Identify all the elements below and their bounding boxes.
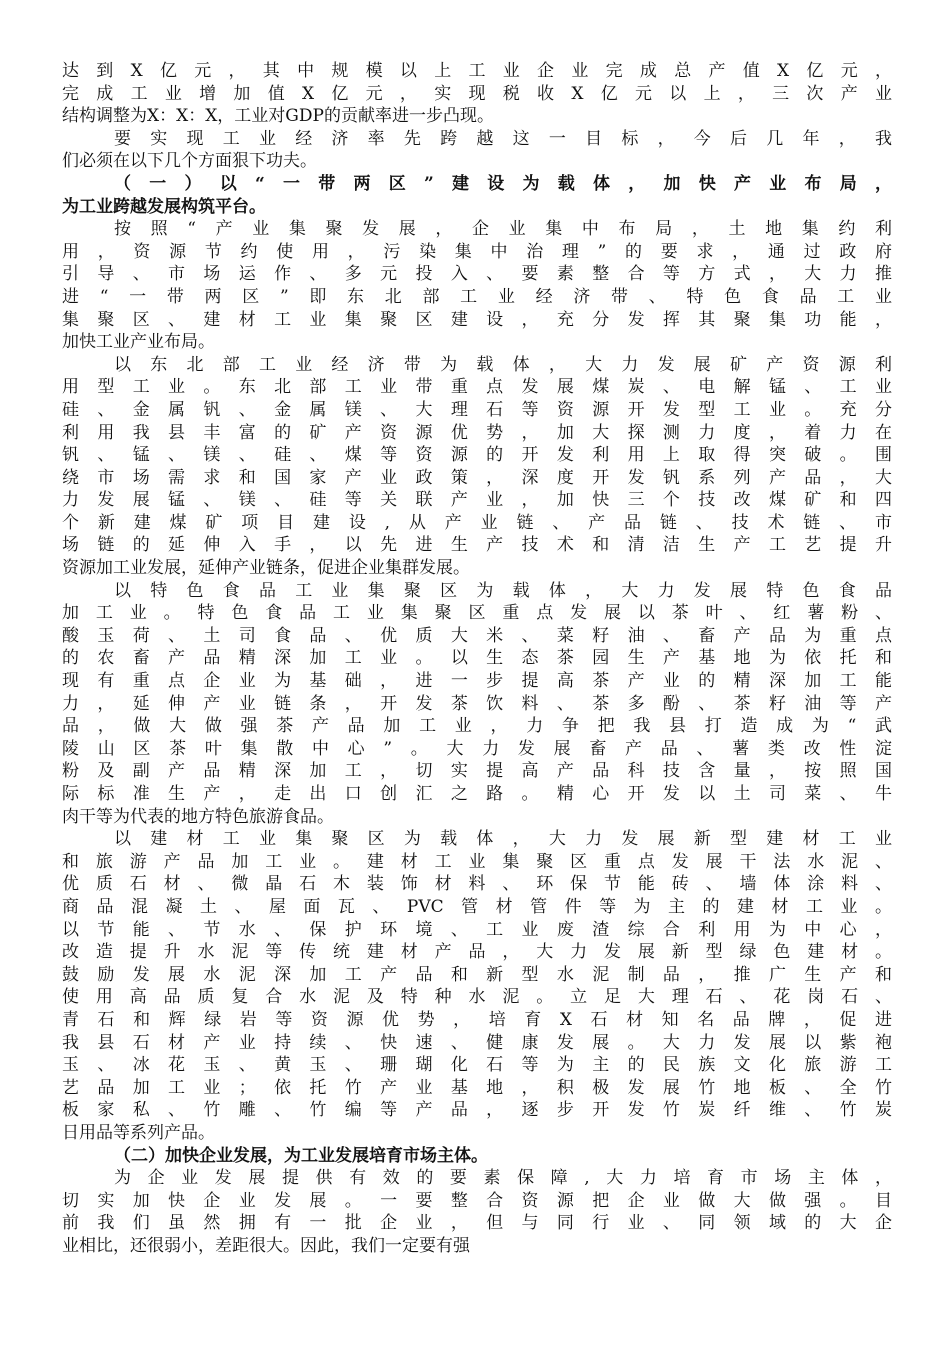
text-line: 玉、冰花玉、黄玉、珊瑚化石等为主的民族文化旅游工 bbox=[62, 1055, 892, 1076]
text-line: 以节能、节水、保护环境、工业废渣综合利用为中心， bbox=[62, 919, 892, 940]
text-line: 用型工业。东北部工业带重点发展煤炭、电解锰、工业 bbox=[62, 377, 892, 398]
text-line: 日用品等系列产品。 bbox=[62, 1122, 215, 1143]
text-line: 引导、市场运作、多元投入、要素整合等方式，大力推 bbox=[62, 264, 892, 285]
body-paragraph bbox=[62, 218, 892, 354]
text-line: 优质石材、微晶石木装饰材料、环保节能砖、墙体涂料、 bbox=[62, 874, 892, 895]
text-line: 以建材工业集聚区为载体，大力发展新型建材工业 bbox=[114, 829, 892, 850]
text-line: 粉及副产品精深加工，切实提高产品科技含量，按照国 bbox=[62, 761, 892, 782]
text-line: 绕市场需求和国家产业政策，深度开发钒系列产品，大 bbox=[62, 467, 892, 488]
text-line: 按照“产业集聚发展，企业集中布局，土地集约利 bbox=[114, 219, 892, 240]
text-line: 为企业发展提供有效的要素保障,大力培育市场主体， bbox=[114, 1168, 892, 1189]
text-line: 肉干等为代表的地方特色旅游食品。 bbox=[62, 806, 334, 827]
body-paragraph bbox=[62, 828, 892, 1144]
text-line: 青石和辉绿岩等资源优势，培育X石材知名品牌，促进 bbox=[62, 1009, 892, 1030]
text-line: 板家私、竹雕、竹编等产品，逐步开发竹炭纤维、竹炭 bbox=[62, 1100, 892, 1121]
text-line: 商品混凝土、屋面瓦、PVC管材管件等为主的建材工业。 bbox=[62, 896, 892, 917]
text-line: 资源加工业发展，延伸产业链条，促进企业集群发展。 bbox=[62, 558, 470, 579]
text-line: 个新建煤矿项目建设,从产业链、产品链、技术链、市 bbox=[62, 512, 892, 533]
body-paragraph bbox=[62, 60, 892, 128]
text-line: 们必须在以下几个方面狠下功夫。 bbox=[62, 151, 317, 172]
text-line: 完成工业增加值X亿元，实现税收X亿元以上，三次产业 bbox=[62, 83, 892, 104]
text-line: （一）以“一带两区”建设为载体，加快产业布局， bbox=[114, 173, 892, 194]
text-line: （二）加快企业发展，为工业发展培育市场主体。 bbox=[114, 1145, 488, 1166]
text-line: 际标准生产，走出口创汇之路。精心开发以土司菜、牛 bbox=[62, 784, 892, 804]
text-line: 力发展锰、镁、硅等关联产业，加快三个技改煤矿和四 bbox=[62, 490, 892, 511]
section-heading bbox=[62, 173, 892, 218]
text-line: 鼓励发展水泥深加工产品和新型水泥制品，推广生产和 bbox=[62, 964, 892, 985]
body-paragraph bbox=[62, 128, 892, 173]
text-line: 以特色食品工业集聚区为载体，大力发展特色食品 bbox=[114, 580, 892, 601]
text-line: 结构调整为X：X：X，工业对GDP的贡献率进一步凸现。 bbox=[62, 106, 494, 127]
text-line: 要实现工业经济率先跨越这一目标，今后几年，我 bbox=[114, 128, 892, 149]
text-line: 我县石材产业持续、快速、健康发展。大力发展以紫袍 bbox=[62, 1032, 892, 1053]
text-line: 和旅游产品加工业。建材工业集聚区重点发展干法水泥、 bbox=[62, 851, 892, 872]
text-line: 艺品加工业；依托竹产业基地，积极发展竹地板、全竹 bbox=[62, 1077, 892, 1098]
text-line: 达到X亿元，其中规模以上工业企业完成总产值X亿元， bbox=[62, 61, 892, 81]
text-line: 加快工业产业布局。 bbox=[62, 332, 215, 353]
body-paragraph bbox=[62, 354, 892, 580]
body-paragraph bbox=[62, 1167, 892, 1257]
text-line: 现有重点企业为基础，进一步提高茶产业的精深加工能 bbox=[62, 671, 892, 692]
text-line: 力，延伸产业链条，开发茶饮料、茶多酚、茶籽油等产 bbox=[62, 693, 892, 714]
text-line: 进“一带两区”即东北部工业经济带、特色食品工业 bbox=[62, 286, 892, 307]
text-line: 品，做大做强茶产品加工业，力争把我县打造成为“武 bbox=[62, 716, 892, 737]
text-line: 业相比，还很弱小，差距很大。因此，我们一定要有强 bbox=[62, 1235, 470, 1256]
text-line: 加工业。特色食品工业集聚区重点发展以茶叶、红薯粉、 bbox=[62, 603, 892, 624]
text-line: 钒、锰、镁、硅、煤等资源的开发利用上取得突破。围 bbox=[62, 445, 892, 466]
document-page bbox=[62, 60, 892, 1340]
text-line: 利用我县丰富的矿产资源优势，加大探测力度，着力在 bbox=[62, 422, 892, 443]
text-line: 前我们虽然拥有一批企业，但与同行业、同领域的大企 bbox=[62, 1213, 892, 1234]
section-heading bbox=[62, 1145, 892, 1168]
text-line: 集聚区、建材工业集聚区建设，充分发挥其聚集功能， bbox=[62, 309, 892, 330]
text-line: 用，资源节约使用，污染集中治理”的要求，通过政府 bbox=[62, 241, 892, 262]
text-line: 场链的延伸入手，以先进生产技术和清洁生产工艺提升 bbox=[62, 535, 892, 556]
text-line: 为工业跨越发展构筑平台。 bbox=[62, 196, 266, 217]
text-line: 的农畜产品精深加工业。以生态茶园生产基地为依托和 bbox=[62, 648, 892, 669]
text-line: 切实加快企业发展。一要整合资源把企业做大做强。目 bbox=[62, 1190, 892, 1211]
text-line: 使用高品质复合水泥及特种水泥。立足大理石、花岗石、 bbox=[62, 987, 892, 1008]
text-line: 陵山区茶叶集散中心”。大力发展畜产品、薯类改性淀 bbox=[62, 738, 892, 759]
text-line: 硅、金属钒、金属镁、大理石等资源开发型工业。充分 bbox=[62, 399, 892, 420]
body-paragraph bbox=[62, 580, 892, 829]
text-line: 酸玉荷、土司食品、优质大米、菜籽油、畜产品为重点 bbox=[62, 625, 892, 646]
text-line: 以东北部工业经济带为载体，大力发展矿产资源利 bbox=[114, 354, 892, 375]
text-line: 改造提升水泥等传统建材产品，大力发展新型绿色建材。 bbox=[62, 942, 892, 963]
